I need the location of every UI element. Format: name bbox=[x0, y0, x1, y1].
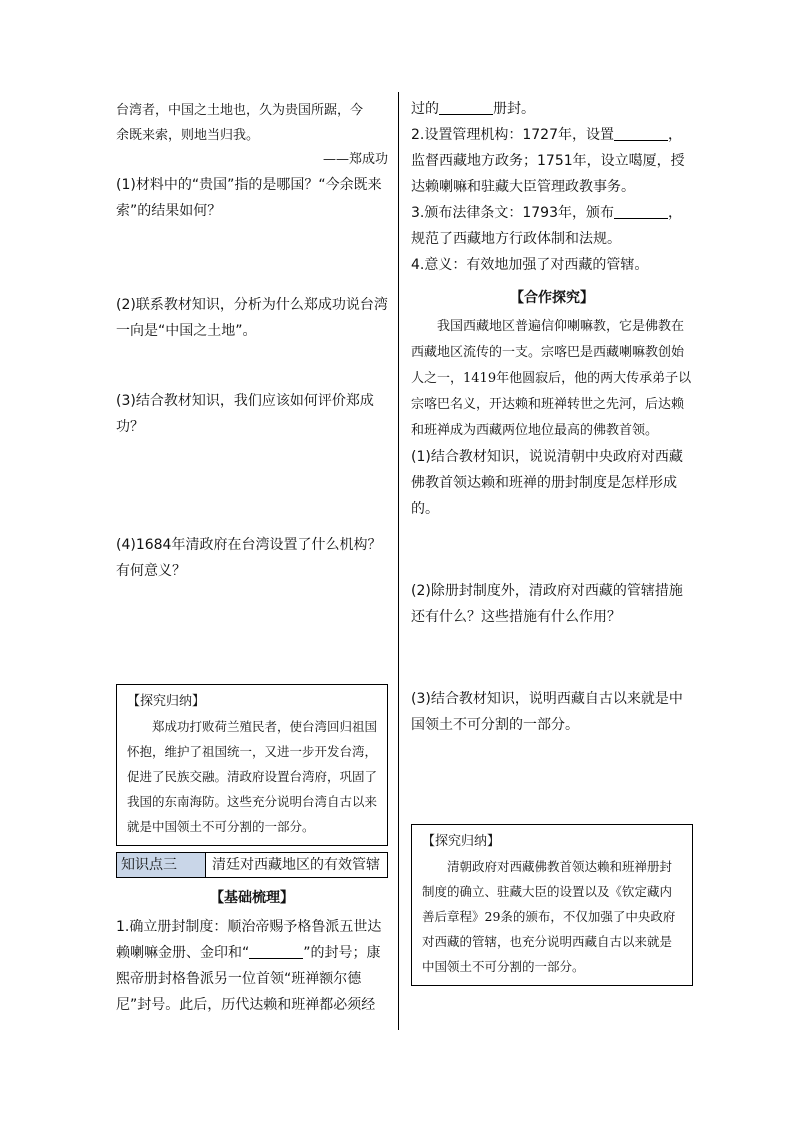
item-2-text-a: 2.设置管理机构：1727年，设置 bbox=[411, 127, 614, 143]
summary-box-text: 郑成功打败荷兰殖民者，使台湾回归祖国怀抱，维护了祖国统一，又进一步开发台湾，促进了民族交融。清政府设置台湾府，巩固了我国的东南海防。这些充分说明台湾自古以来就是中国领土不可分割的一部分。 bbox=[127, 719, 378, 834]
column-divider bbox=[398, 92, 399, 1030]
cont-text-a: 过的 bbox=[411, 101, 439, 117]
question-3: (3)结合教材知识，我们应该如何评价郑成功？ bbox=[116, 393, 374, 435]
item-3-text-a: 3.颁布法律条文：1793年，颁布 bbox=[411, 205, 614, 221]
summary-box-title: 【探究归纳】 bbox=[127, 694, 206, 709]
question-2: (2)联系教材知识，分析为什么郑成功说台湾一向是“中国之土地”。 bbox=[116, 297, 388, 339]
section-tag: 知识点三 bbox=[117, 853, 206, 877]
fill-blank-1[interactable] bbox=[249, 944, 303, 959]
fill-blank-3[interactable] bbox=[614, 126, 668, 141]
right-question-3: (3)结合教材知识，说明西藏自古以来就是中国领土不可分割的一部分。 bbox=[411, 691, 683, 733]
summary-box-right-text: 清朝政府对西藏佛教首领达赖和班禅册封制度的确立、驻藏大臣的设置以及《钦定藏内善后章程》29条的颁布，不仅加强了中央政府对西藏的管辖，也充分说明西藏自古以来就是中国领土不可分割的一部分。 bbox=[422, 859, 676, 974]
right-question-2: (2)除册封制度外，清政府对西藏的管辖措施还有什么？这些措施有什么作用？ bbox=[411, 583, 683, 625]
question-1: (1)材料中的“贵国”指的是哪国？“今余既来索”的结果如何？ bbox=[116, 177, 382, 219]
section-title: 清廷对西藏地区的有效管辖 bbox=[212, 857, 380, 873]
basics-item-1-text-a: 1.确立册封制度：顺治帝赐予格鲁派五世达赖喇嘛金册、金印和“ bbox=[116, 919, 382, 961]
cont-text-b: 册封。 bbox=[493, 101, 535, 117]
summary-box-right bbox=[411, 824, 693, 986]
right-column bbox=[411, 92, 693, 986]
basics-item-4: 4.意义：有效地加强了对西藏的管辖。 bbox=[411, 257, 649, 273]
fill-blank-2[interactable] bbox=[439, 100, 493, 115]
basics-item-2 bbox=[411, 122, 693, 200]
left-column bbox=[116, 92, 388, 1018]
item-3-text-b: ，规范了西藏地方行政体制和法规。 bbox=[411, 205, 682, 247]
summary-box-left bbox=[116, 684, 388, 846]
material-author: ——郑成功 bbox=[322, 152, 388, 167]
material-line-1: 台湾者，中国之土地也，久为贵国所踞，今 bbox=[116, 103, 364, 118]
fill-blank-4[interactable] bbox=[614, 204, 668, 219]
basics-item-3 bbox=[411, 200, 693, 252]
right-question-1: (1)结合教材知识，说说清朝中央政府对西藏佛教首领达赖和班禅的册封制度是怎样形成的。 bbox=[411, 449, 683, 517]
summary-box-right-title: 【探究归纳】 bbox=[422, 834, 501, 849]
cooperation-material: 我国西藏地区普遍信仰喇嘛教，它是佛教在西藏地区流传的一支。宗喀巴是西藏喇嘛教创始人之一，1419年他圆寂后，他的两大传承弟子以宗喀巴名义，开达赖和班禅转世之先河，后达赖和班禅成为西藏两位地位最高的佛教首领。 bbox=[411, 319, 692, 438]
material-line-2: 余既来索，则地当归我。 bbox=[116, 128, 260, 143]
basics-item-1 bbox=[116, 914, 388, 1018]
basics-item-1-cont bbox=[411, 96, 693, 122]
item-2-text-b: ，监督西藏地方政务；1751年，设立噶厦，授达赖喇嘛和驻藏大臣管理政教事务。 bbox=[411, 127, 685, 195]
basics-item-1-text-b: ”的封号；康熙帝册封格鲁派另一位首领“班禅额尔德尼”封号。此后，历代达赖和班禅都必须经 bbox=[116, 945, 381, 1013]
question-4: (4)1684年清政府在台湾设置了什么机构？有何意义？ bbox=[116, 537, 382, 579]
material-quote bbox=[116, 98, 388, 148]
section-bar bbox=[116, 852, 388, 878]
cooperation-heading: 【合作探究】 bbox=[510, 290, 594, 306]
basics-heading: 【基础梳理】 bbox=[210, 890, 294, 906]
